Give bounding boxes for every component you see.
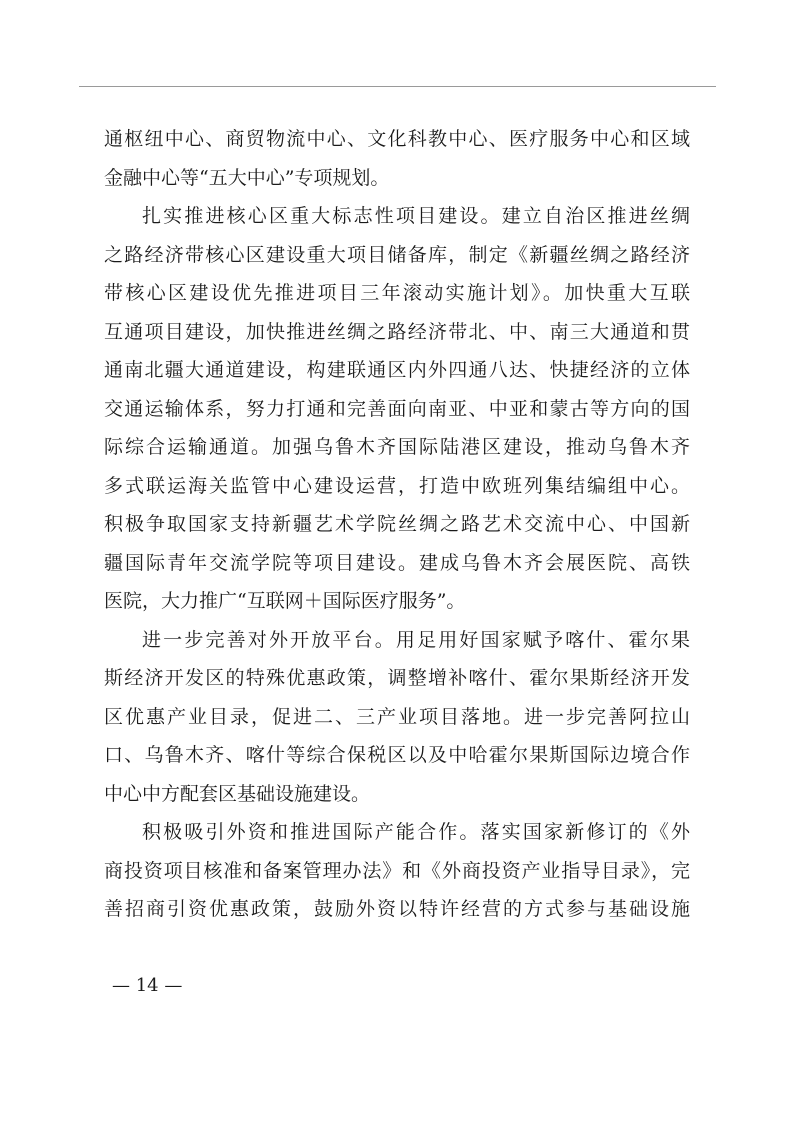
text-line: 金融中心等“五大中心”专项规划。 [104, 166, 390, 189]
text-line: 区优惠产业目录，促进二、三产业项目落地。进一步完善阿拉山 [104, 705, 690, 728]
text-line: 斯经济开发区的特殊优惠政策，调整增补喀什、霍尔果斯经济开发 [104, 667, 690, 689]
header-rule [79, 86, 716, 87]
text-line: 积极吸引外资和推进国际产能合作。落实国家新修订的《外 [142, 821, 690, 843]
text-line: 之路经济带核心区建设重大项目储备库，制定《新疆丝绸之路经济 [104, 243, 690, 266]
text-line: 通枢纽中心、商贸物流中心、文化科教中心、医疗服务中心和区域 [104, 128, 690, 150]
text-line: 扎实推进核心区重大标志性项目建设。建立自治区推进丝绸 [142, 205, 690, 227]
text-line: 带核心区建设优先推进项目三年滚动实施计划》。加快重大互联 [104, 282, 690, 304]
document-body [104, 120, 690, 929]
text-line: 商投资项目核准和备案管理办法》和《外商投资产业指导目录》，完 [104, 859, 690, 882]
text-line: 中心中方配套区基础设施建设。 [104, 782, 371, 805]
text-line: 疆国际青年交流学院等项目建设。建成乌鲁木齐会展医院、高铁 [104, 551, 690, 574]
text-line: 通南北疆大通道建设，构建联通区内外四通八达、快捷经济的立体 [104, 359, 690, 381]
text-line: 进一步完善对外开放平台。用足用好国家赋予喀什、霍尔果 [142, 628, 690, 651]
text-line: 际综合运输通道。加强乌鲁木齐国际陆港区建设，推动乌鲁木齐 [104, 436, 690, 458]
paragraph [104, 621, 690, 814]
text-line: 善招商引资优惠政策，鼓励外资以特许经营的方式参与基础设施 [104, 898, 690, 920]
text-line: 多式联运海关监管中心建设运营，打造中欧班列集结编组中心。 [104, 474, 690, 497]
paragraph [104, 120, 690, 197]
text-line: 互通项目建设，加快推进丝绸之路经济带北、中、南三大通道和贯 [104, 320, 690, 343]
page-number: — 14 — [112, 975, 183, 996]
paragraph [104, 197, 690, 621]
text-line: 交通运输体系，努力打通和完善面向南亚、中亚和蒙古等方向的国 [104, 397, 690, 420]
text-line: 口、乌鲁木齐、喀什等综合保税区以及中哈霍尔果斯国际边境合作 [104, 744, 690, 766]
paragraph [104, 813, 690, 929]
text-line: 积极争取国家支持新疆艺术学院丝绸之路艺术交流中心、中国新 [104, 513, 690, 535]
text-line: 医院，大力推广“互联网＋国际医疗服务”。 [104, 590, 466, 612]
